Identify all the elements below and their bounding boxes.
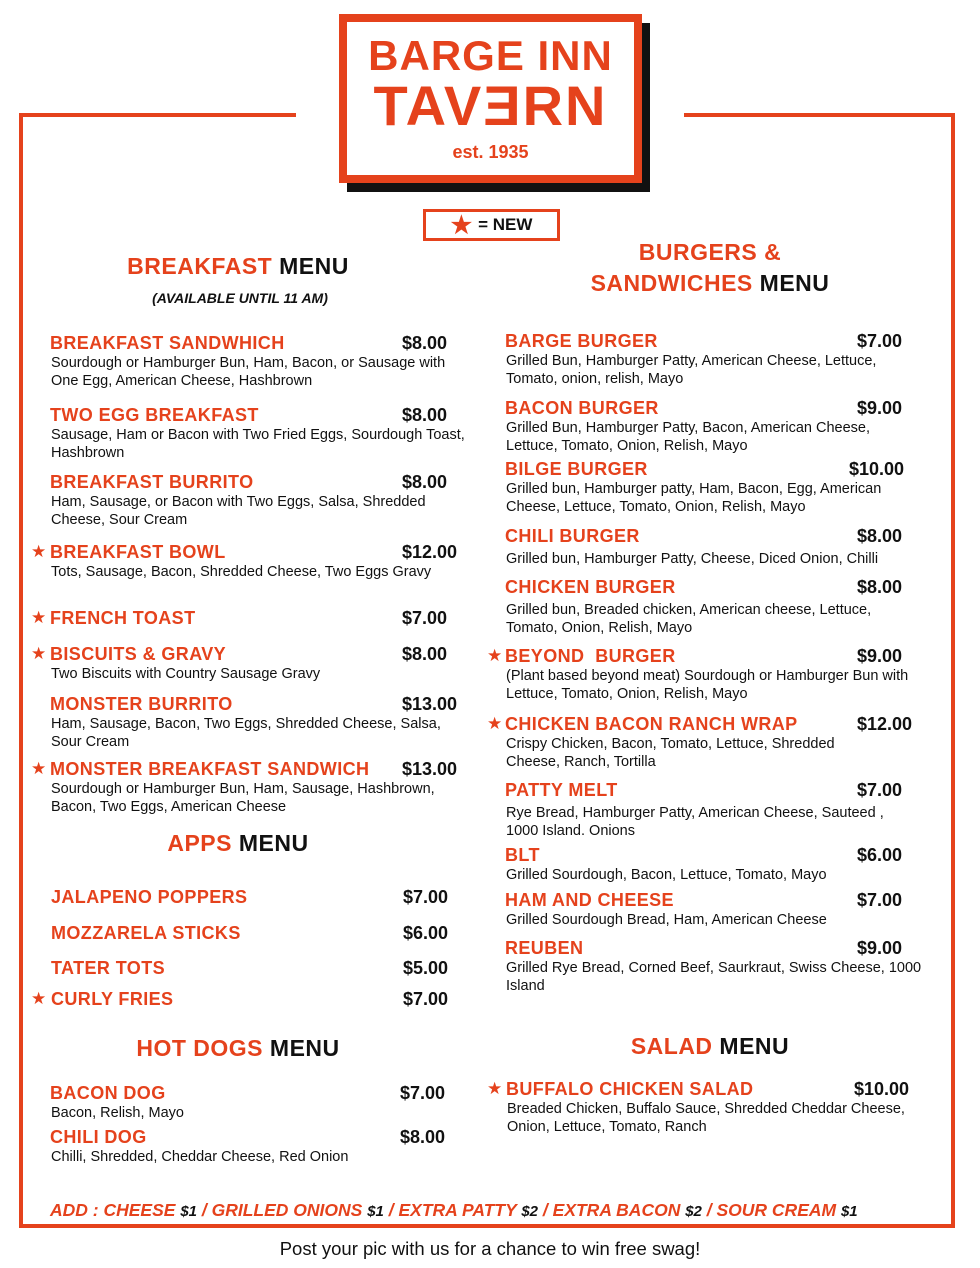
tavern-logo — [339, 14, 642, 183]
burgers-menu-title: BURGERS & SANDWICHES MENU — [590, 239, 830, 296]
logo-line-2: TAVƎRN — [373, 74, 608, 137]
new-star-icon: ★ — [31, 644, 47, 664]
new-star-icon: ★ — [487, 714, 503, 734]
new-star-icon: ★ — [31, 608, 47, 628]
new-star-icon: ★ — [487, 1079, 503, 1099]
new-star-icon: ★ — [31, 759, 47, 779]
apps-menu-title: APPS MENU — [167, 830, 309, 856]
addons-line: ADD : CHEESE $1 / GRILLED ONIONS $1 / EXTRA PATTY $2 / EXTRA BACON $2 / SOUR CREAM $1 — [50, 1200, 858, 1220]
breakfast-availability: (AVAILABLE UNTIL 11 AM) — [152, 290, 328, 306]
logo-line-1: BARGE INN — [368, 32, 613, 79]
star-icon: ★ — [450, 211, 473, 239]
promo-footer: Post your pic with us for a chance to win free swag! — [279, 1238, 701, 1259]
new-star-icon: ★ — [487, 646, 503, 666]
new-star-icon: ★ — [31, 989, 47, 1009]
new-star-icon: ★ — [31, 542, 47, 562]
logo-established: est. 1935 — [452, 142, 529, 162]
new-legend-label: = NEW — [478, 215, 533, 234]
hotdogs-menu-title: HOT DOGS MENU — [136, 1035, 340, 1061]
breakfast-menu-title: BREAKFAST MENU — [127, 253, 349, 279]
salad-menu-title: SALAD MENU — [630, 1033, 790, 1059]
